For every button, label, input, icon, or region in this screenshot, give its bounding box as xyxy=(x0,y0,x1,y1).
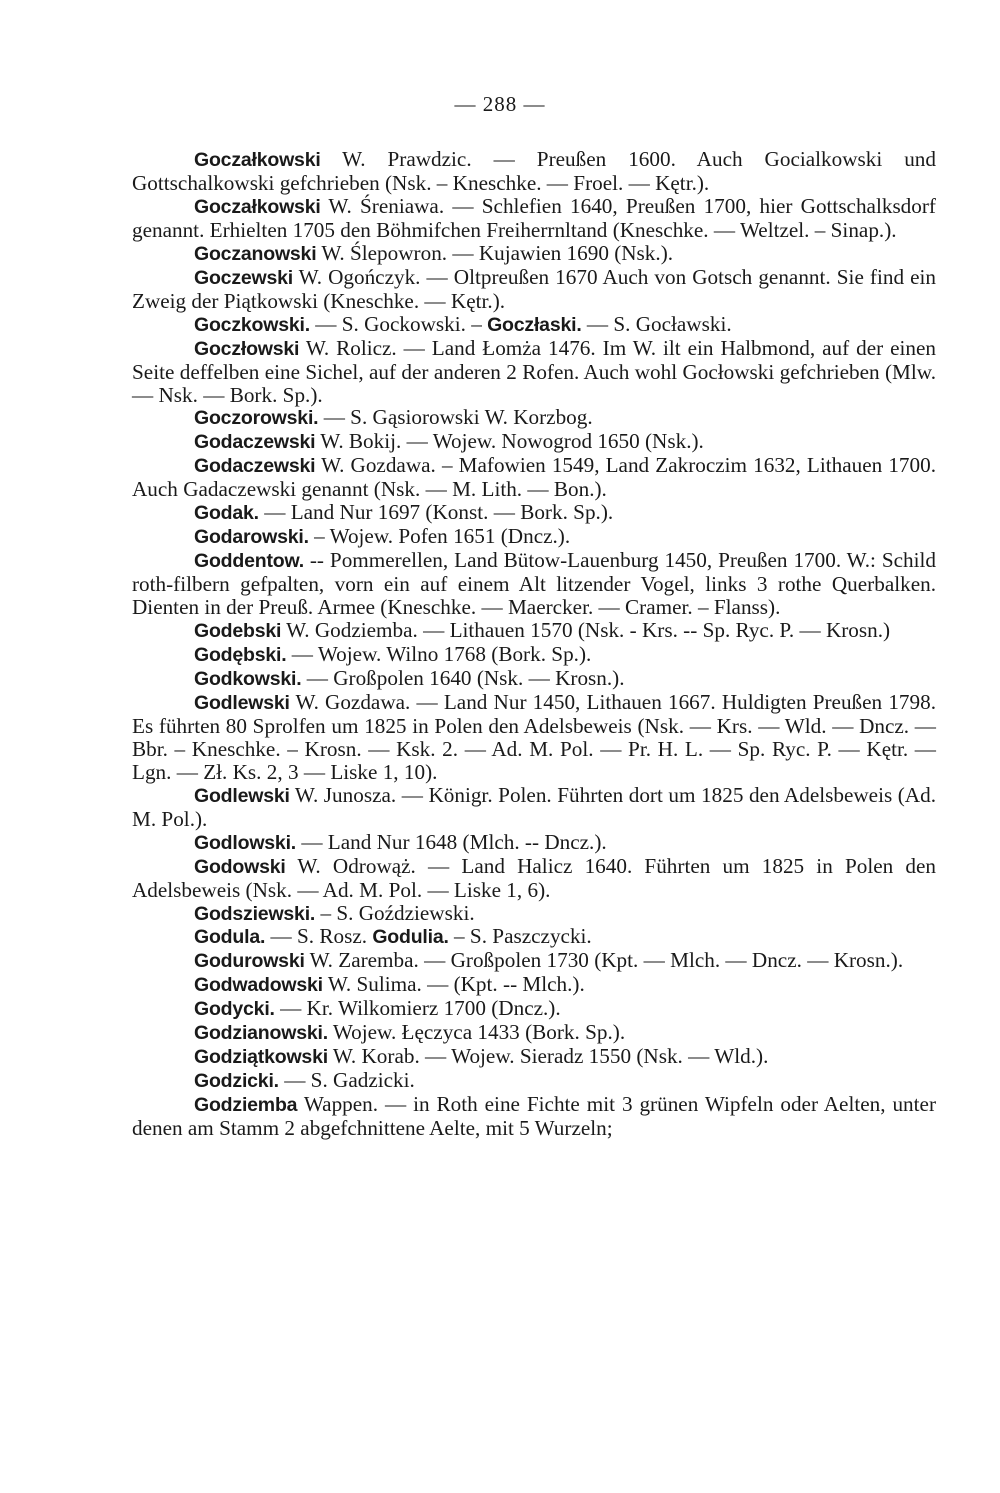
entry-text: W. Korab. — Wojew. Sieradz 1550 (Nsk. — Wld.). xyxy=(327,1044,769,1069)
entry-text: W. Śreniawa. — Schlefien 1640, Preußen 1700, hier Gottschalksdorf genannt. Erhielten 1705 den Böhmifchen Freiherrnltand (Kneschke. — Weltzel. – Sinap.). xyxy=(132,193,936,242)
entry-headword: Goddentow. xyxy=(194,550,304,573)
entry-headword: Goczanowski xyxy=(194,242,317,265)
entry-text: W. Rolicz. — Land Łomża 1476. Im W. ilt ein Halbmond, auf der einen Seite deffelben eine Sichel, auf der anderen 2 Rofen. Auch wohl Gocłowski gefchrieben (Mlw. — Nsk. — Bork. Sp.). xyxy=(132,335,936,407)
entry-headword: Godlewski xyxy=(194,784,290,807)
entry-text: – S. Goździewski. xyxy=(315,900,475,925)
entry-text: — S. Gockowski. – xyxy=(309,311,488,336)
entry-text: W. Ogończyk. — Oltpreußen 1670 Auch von Gotsch genannt. Sie find ein Zweig der Piątkowski (Kneschke. — Kętr.). xyxy=(132,264,936,313)
entry xyxy=(132,266,936,313)
entry-headword: Godaczewski xyxy=(194,431,316,454)
entry-headword: Godarowski. xyxy=(194,526,309,549)
entry-headword-secondary: Godulia. xyxy=(372,926,449,949)
entry-text-secondary: – S. Paszczycki. xyxy=(448,924,592,949)
entry-headword: Godzianowski. xyxy=(194,1022,328,1045)
entry-headword: Goczorowski. xyxy=(194,407,319,430)
entry-list xyxy=(132,148,936,1140)
entry-text: – Wojew. Pofen 1651 (Dncz.). xyxy=(308,524,571,549)
entry xyxy=(132,691,936,784)
entry xyxy=(132,1093,936,1140)
entry xyxy=(132,619,936,643)
entry-headword: Godowski xyxy=(194,855,286,878)
entry-headword-secondary: Goczłaski. xyxy=(487,313,582,336)
entry xyxy=(132,784,936,831)
entry-text: — Land Nur 1697 (Konst. — Bork. Sp.). xyxy=(258,500,614,525)
entry-text: W. Sulima. — (Kpt. -- Mlch.). xyxy=(322,972,585,997)
entry xyxy=(132,549,936,619)
entry-text: — S. Gadzicki. xyxy=(278,1068,415,1093)
entry xyxy=(132,855,936,902)
entry xyxy=(132,997,936,1021)
entry-text: W. Zaremba. — Großpolen 1730 (Kpt. — Mlch. — Dncz. — Krosn.). xyxy=(304,948,904,973)
entry-headword: Goczłowski xyxy=(194,337,300,360)
entry xyxy=(132,667,936,691)
entry-headword: Godsziewski. xyxy=(194,902,316,925)
entry xyxy=(132,949,936,973)
entry-headword: Godak. xyxy=(194,502,259,525)
entry-text-secondary: — S. Gocławski. xyxy=(581,311,732,336)
entry xyxy=(132,1069,936,1093)
entry-headword: Godwadowski xyxy=(194,974,323,997)
entry-headword: Goczewski xyxy=(194,266,293,289)
entry xyxy=(132,902,936,926)
entry-text: — Großpolen 1640 (Nsk. — Krosn.). xyxy=(301,665,625,690)
entry-text: — S. Rosz. xyxy=(265,924,373,949)
entry xyxy=(132,1021,936,1045)
entry-text: — Kr. Wilkomierz 1700 (Dncz.). xyxy=(274,996,561,1021)
entry-headword: Godula. xyxy=(194,926,266,949)
entry-headword: Godębski. xyxy=(194,644,287,667)
entry-headword: Godzicki. xyxy=(194,1070,279,1093)
entry xyxy=(132,454,936,501)
entry xyxy=(132,195,936,242)
entry-headword: Godziątkowski xyxy=(194,1046,328,1069)
entry-text: — Wojew. Wilno 1768 (Bork. Sp.). xyxy=(286,642,592,667)
entry-headword: Godebski xyxy=(194,620,282,643)
entry-headword: Goczałkowski xyxy=(194,195,321,218)
entry-headword: Goczałkowski xyxy=(194,149,321,171)
entry-text: Wappen. — in Roth eine Fichte mit 3 grünen Wipfeln oder Aelten, unter denen am Stamm 2 abgefchnittene Aelte, mit 5 Wurzeln; xyxy=(132,1092,936,1141)
entry-text: — Land Nur 1648 (Mlch. -- Dncz.). xyxy=(296,829,607,854)
entry xyxy=(132,525,936,549)
entry xyxy=(132,430,936,454)
entry-text: W. Prawdzic. — Preußen 1600. Auch Gocialkowski und Gottschalkowski gefchrieben (Nsk. – Kneschke. — Froel. — Kętr.). xyxy=(132,147,936,195)
entry xyxy=(132,973,936,997)
entry xyxy=(132,406,936,430)
entry-text: W. Junosza. — Königr. Polen. Führten dort um 1825 den Adelsbeweis (Ad. M. Pol.). xyxy=(132,782,936,831)
entry xyxy=(132,148,936,195)
entry xyxy=(132,501,936,525)
entry-headword: Godlowski. xyxy=(194,831,297,854)
entry-headword: Godurowski xyxy=(194,950,305,973)
entry xyxy=(132,1045,936,1069)
entry-text: W. Godziemba. — Lithauen 1570 (Nsk. - Krs. -- Sp. Ryc. P. — Krosn.) xyxy=(281,618,891,643)
entry-headword: Godycki. xyxy=(194,998,275,1021)
entry-text: W. Gozdawa. — Land Nur 1450, Lithauen 1667. Huldigten Preußen 1798. Es führten 80 Sprolfen um 1825 in Polen den Adelsbeweis (Nsk. — Krs. — Wld. — Dncz. — Bbr. – Kneschke. – Krosn. — Ksk. 2. — Ad. M. Pol. — Pr. H. L. — Sp. Ryc. P. — Kętr. — Lgn. — Zł. Ks. 2, 3 — Liske 1, 10). xyxy=(132,689,936,784)
entry-text: Wojew. Łęczyca 1433 (Bork. Sp.). xyxy=(327,1020,626,1045)
entry-headword: Godlewski xyxy=(194,691,290,714)
entry xyxy=(132,313,936,337)
entry-text: — S. Gąsiorowski W. Korzbog. xyxy=(318,405,593,430)
entry-headword: Godkowski. xyxy=(194,667,302,690)
entry xyxy=(132,643,936,667)
entry xyxy=(132,242,936,266)
entry xyxy=(132,925,936,949)
entry-text: W. Ślepowron. — Kujawien 1690 (Nsk.). xyxy=(316,240,674,265)
entry-text: W. Gozdawa. – Mafowien 1549, Land Zakroczim 1632, Lithauen 1700. Auch Gadaczewski genannt (Nsk. — M. Lith. — Bon.). xyxy=(132,453,936,502)
entry-headword: Godziemba xyxy=(194,1094,298,1117)
page-number: — 288 — xyxy=(454,92,546,116)
entry-text: W. Odrowąż. — Land Halicz 1640. Führten um 1825 in Polen den Adelsbeweis (Nsk. — Ad. M. Pol. — Liske 1, 6). xyxy=(132,853,936,902)
entry xyxy=(132,831,936,855)
entry-headword: Godaczewski xyxy=(194,455,316,478)
entry-text: -- Pommerellen, Land Bütow-Lauenburg 1450, Preußen 1700. W.: Schild roth-filbern gefpalten, vorn ein auf einem Alt litzender Vogel, links 3 rothe Querbalken. Dienten in der Preuß. Armee (Kneschke. — Maercker. — Cramer. – Flanss). xyxy=(132,548,936,620)
entry-text: W. Bokij. — Wojew. Nowogrod 1650 (Nsk.). xyxy=(315,429,704,454)
entry-headword: Goczkowski. xyxy=(194,313,310,336)
entry xyxy=(132,337,936,407)
